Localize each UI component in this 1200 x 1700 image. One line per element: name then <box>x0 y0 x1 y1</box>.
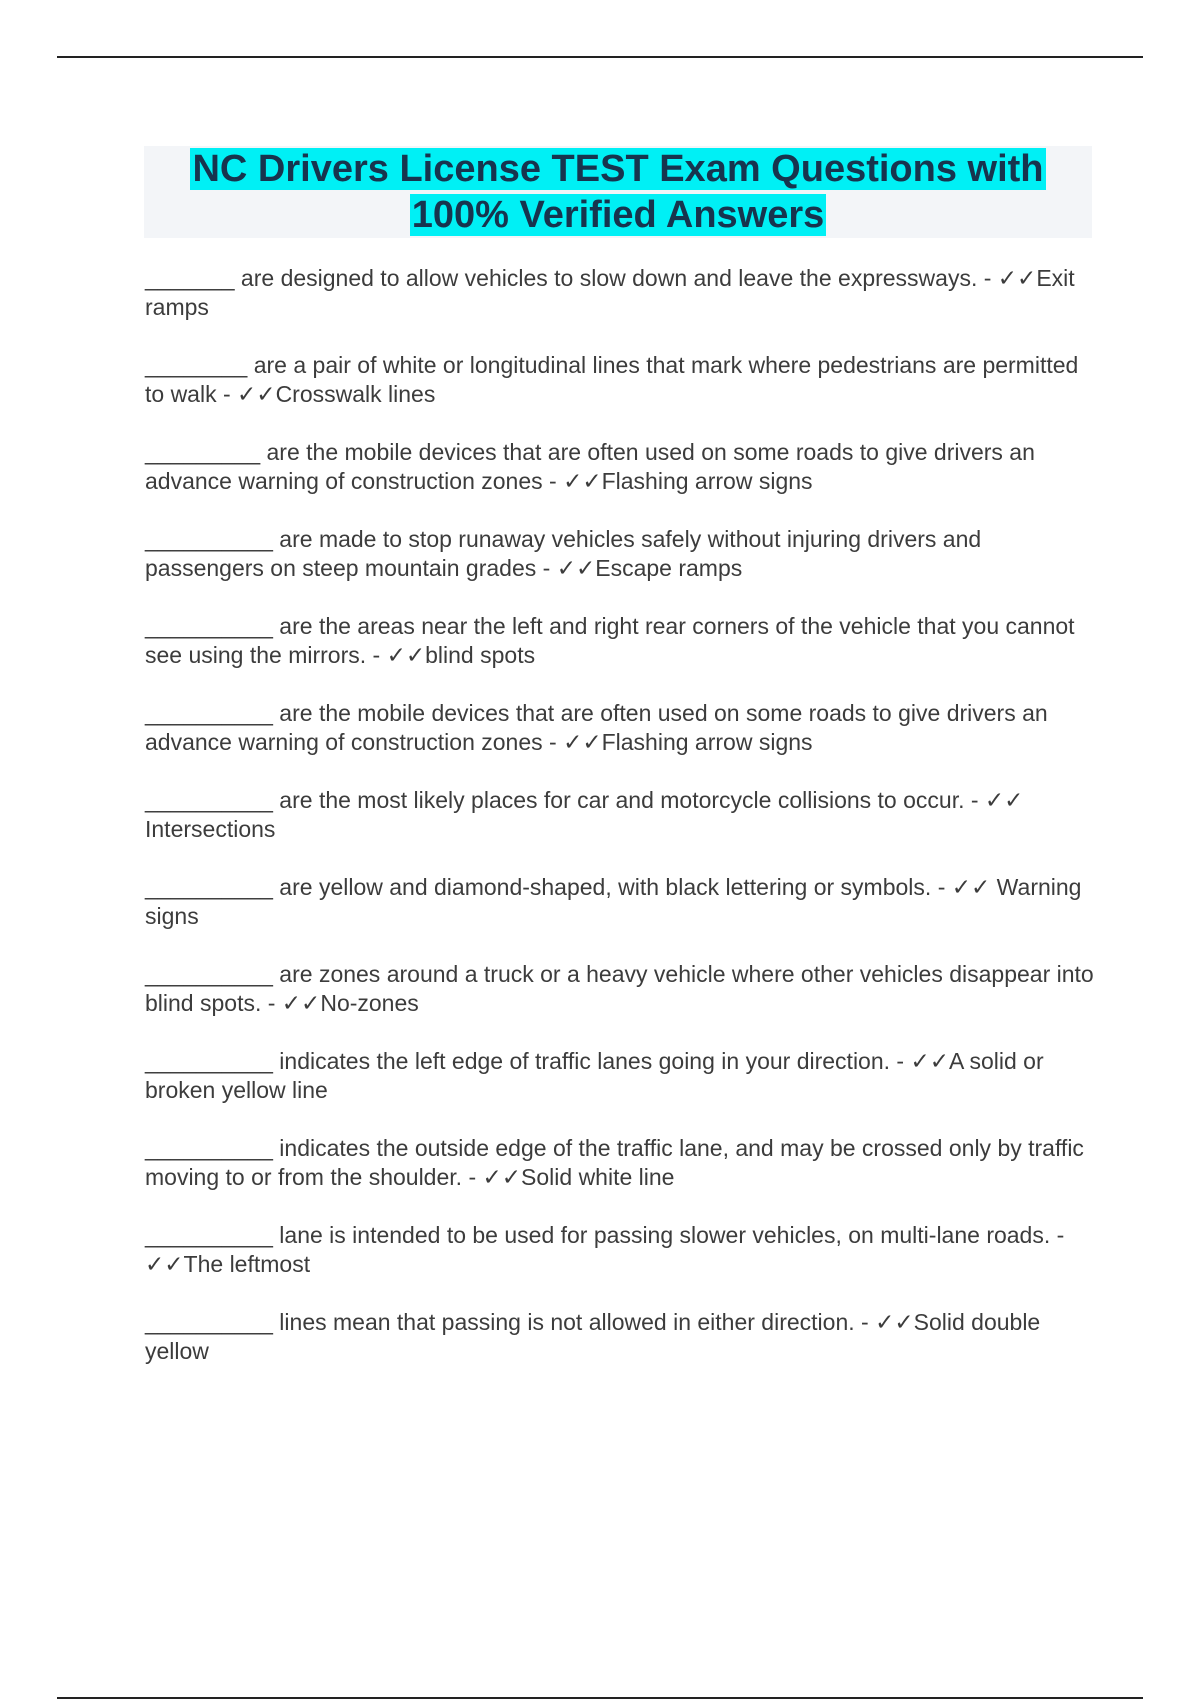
qa-item-2: ________ are a pair of white or longitudinal lines that mark where pedestrians are permitted to walk - ✓✓Crosswalk lines <box>145 352 1079 407</box>
qa-item-9: __________ are zones around a truck or a heavy vehicle where other vehicles disappear into blind spots. - ✓✓No-zones <box>145 961 1094 1016</box>
qa-item-5: __________ are the areas near the left and right rear corners of the vehicle that you cannot see using the mirrors. - ✓✓blind spots <box>145 613 1075 668</box>
qa-item-4: __________ are made to stop runaway vehicles safely without injuring drivers and passengers on steep mountain grades - ✓✓Escape ramps <box>145 526 982 581</box>
top-rule <box>57 56 1143 58</box>
qa-item-7: __________ are the most likely places for car and motorcycle collisions to occur. - ✓✓ Intersections <box>145 787 1024 842</box>
bottom-rule <box>57 1697 1143 1699</box>
qa-item-11: __________ indicates the outside edge of the traffic lane, and may be crossed only by traffic moving to or from the shoulder. - ✓✓Solid white line <box>145 1135 1084 1190</box>
title-line-1: NC Drivers License TEST Exam Questions with <box>192 148 1044 190</box>
title-box <box>144 146 1092 238</box>
qa-item-8: __________ are yellow and diamond-shaped, with black lettering or symbols. - ✓✓ Warning signs <box>145 874 1082 929</box>
title-line-2: 100% Verified Answers <box>411 194 825 236</box>
qa-item-12: __________ lane is intended to be used for passing slower vehicles, on multi-lane roads. - ✓✓The leftmost <box>145 1222 1065 1277</box>
qa-item-10: __________ indicates the left edge of traffic lanes going in your direction. - ✓✓A solid or broken yellow line <box>145 1048 1044 1103</box>
qa-item-1: _______ are designed to allow vehicles to slow down and leave the expressways. - ✓✓Exit ramps <box>145 265 1075 320</box>
document-title <box>144 146 1092 238</box>
qa-item-6: __________ are the mobile devices that are often used on some roads to give drivers an advance warning of construction zones - ✓✓Flashing arrow signs <box>145 700 1048 755</box>
qa-item-3: _________ are the mobile devices that are often used on some roads to give drivers an advance warning of construction zones - ✓✓Flashing arrow signs <box>145 439 1035 494</box>
question-answer-list <box>145 264 1095 1395</box>
qa-item-13: __________ lines mean that passing is not allowed in either direction. - ✓✓Solid double yellow <box>145 1309 1041 1364</box>
